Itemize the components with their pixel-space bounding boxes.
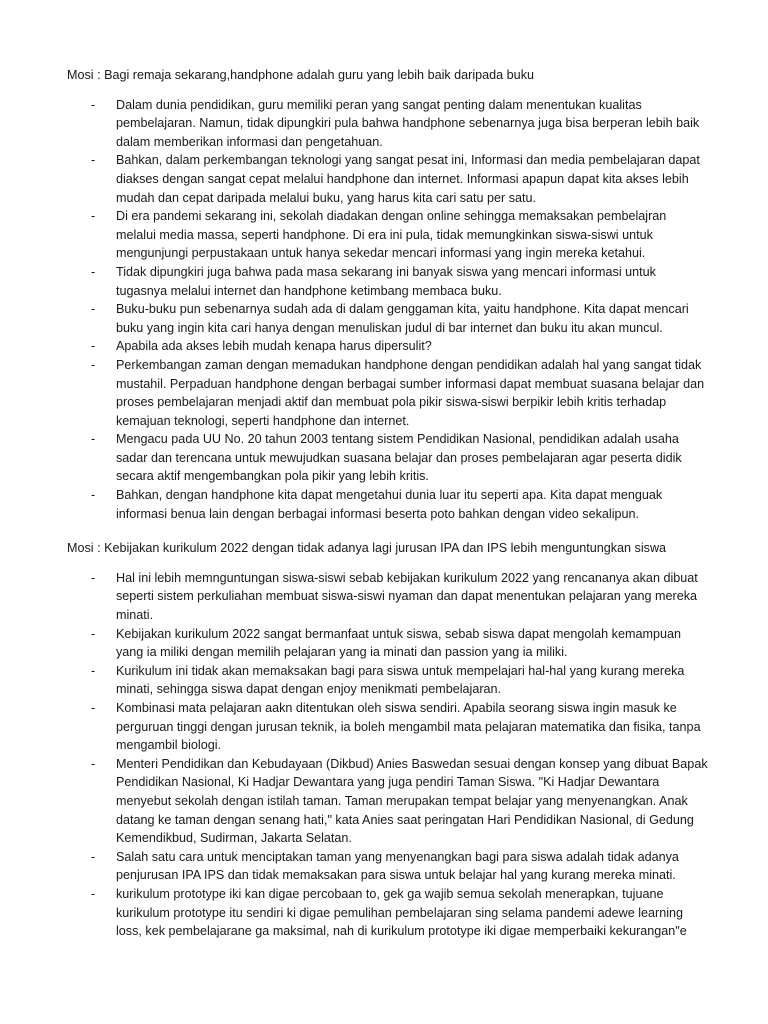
argument-list bbox=[67, 569, 708, 941]
list-item: - Mengacu pada UU No. 20 tahun 2003 tentang sistem Pendidikan Nasional, pendidikan adalah usaha sadar dan terencana untuk mewujudkan suasana belajar dan proses pembelajaran agar peserta didik secara aktif mengembangkan pola pikir yang lebih kritis. bbox=[91, 432, 682, 484]
list-item: - Kombinasi mata pelajaran aakn ditentukan oleh siswa sendiri. Apabila seorang siswa ingin masuk ke perguruan tinggi dengan jurusan teknik, ia boleh mengambil mata pelajaran matematika dan fisika, tanpa mengambil biologi. bbox=[91, 701, 701, 753]
dash-bullet: - bbox=[91, 97, 96, 112]
dash-bullet: - bbox=[91, 663, 96, 678]
dash-bullet: - bbox=[91, 264, 96, 279]
dash-bullet: - bbox=[91, 209, 96, 224]
list-item: - Hal ini lebih memnguntungan siswa-siswi sebab kebijakan kurikulum 2022 yang rencananya akan dibuat seperti sistem perkuliahan membuat siswa-siswi nyaman dan dapat menentukan pelajaran yang mereka minati. bbox=[91, 570, 698, 623]
list-item: - Bahkan, dalam perkembangan teknologi yang sangat pesat ini, Informasi dan media pembelajaran dapat diakses dengan sangat cepat melalui handphone dan internet. Informasi apapun dapat kita akses lebih mudah dan cepat daripada melalui buku, yang harus kita cari satu per satu. bbox=[91, 153, 700, 205]
dash-bullet: - bbox=[91, 357, 96, 372]
list-item: - kurikulum prototype iki kan digae percobaan to, gek ga wajib semua sekolah menerapkan, tujuane kurikulum prototype itu sendiri ki digae pemulihan pembelajaran sing selama pandemi adewe learning loss, kek pembelajarane ga maksimal, nah di kurikulum prototype iki digae memperbaiki kekurangan"e bbox=[91, 886, 687, 939]
dash-bullet: - bbox=[91, 339, 96, 354]
list-item: - Dalam dunia pendidikan, guru memiliki peran yang sangat penting dalam menentukan kualitas pembelajaran. Namun, tidak dipungkiri pula bahwa handphone sebenarnya juga bisa berperan lebih baik dalam memberikan informasi dan pengetahuan. bbox=[91, 97, 700, 149]
list-item: - Di era pandemi sekarang ini, sekolah diadakan dengan online sehingga memaksakan pembelajran melalui media massa, seperti handphone. Di era ini pula, tidak memungkinkan siswa-siswi untuk mengunjungi perpustakaan untuk hanya sekedar mencari informasi yang ingin mereka ketahui. bbox=[91, 209, 667, 261]
list-item: - Tidak dipungkiri juga bahwa pada masa sekarang ini banyak siswa yang mencari informasi untuk tugasnya melalui internet dan handphone ketimbang membaca buku. bbox=[91, 264, 656, 298]
motion-title: Mosi : Bagi remaja sekarang,handphone adalah guru yang lebih baik daripada buku bbox=[67, 68, 534, 82]
dash-bullet: - bbox=[91, 570, 96, 585]
list-item: - Apabila ada akses lebih mudah kenapa harus dipersulit? bbox=[67, 337, 708, 356]
dash-bullet: - bbox=[91, 488, 96, 503]
dash-bullet: - bbox=[91, 886, 96, 901]
dash-bullet: - bbox=[91, 153, 96, 168]
list-item: - Menteri Pendidikan dan Kebudayaan (Dikbud) Anies Baswedan sesuai dengan konsep yang dibuat Bapak Pendidikan Nasional, Ki Hadjar Dewantara yang juga pendiri Taman Siswa. "Ki Hadjar Dewantara menyebut sekolah dengan istilah taman. Taman merupakan tempat belajar yang menyenangkan. Anak datang ke taman dengan senang hati," kata Anies saat peringatan Hari Pendidikan Nasional, di Gedung Kemendikbud, Sudirman, Jakarta Selatan. bbox=[91, 756, 708, 846]
list-item: - Kurikulum ini tidak akan memaksakan bagi para siswa untuk mempelajari hal-hal yang kurang mereka minati, sehingga siswa dapat dengan enjoy menikmati pembelajaran. bbox=[91, 663, 685, 697]
dash-bullet: - bbox=[91, 756, 96, 771]
motion-section-1 bbox=[67, 66, 708, 523]
argument-list bbox=[67, 96, 708, 524]
list-item: - Salah satu cara untuk menciptakan taman yang menyenangkan bagi para siswa adalah tidak adanya penjurusan IPA IPS dan tidak memaksakan para siswa untuk belajar hal yang kurang mereka minati. bbox=[91, 849, 679, 883]
list-item: - Kebijakan kurikulum 2022 sangat bermanfaat untuk siswa, sebab siswa dapat mengolah kemampuan yang ia miliki dengan memilih pelajaran yang ia minati dan passion yang ia miliki. bbox=[91, 626, 681, 660]
list-item: - Bahkan, dengan handphone kita dapat mengetahui dunia luar itu seperti apa. Kita dapat menguak informasi benua lain dengan berbagai informasi beserta poto bahkan dengan video sekalipun. bbox=[91, 488, 663, 521]
list-item: - Buku-buku pun sebenarnya sudah ada di dalam genggaman kita, yaitu handphone. Kita dapat mencari buku yang ingin kita cari hanya dengan menuliskan judul di bar internet dan buku itu akan muncul. bbox=[91, 302, 689, 335]
motion-title: Mosi : Kebijakan kurikulum 2022 dengan tidak adanya lagi jurusan IPA dan IPS lebih menguntungkan siswa bbox=[67, 541, 667, 556]
dash-bullet: - bbox=[91, 432, 96, 447]
dash-bullet: - bbox=[91, 849, 96, 864]
motion-section-2 bbox=[67, 539, 708, 940]
dash-bullet: - bbox=[91, 701, 96, 715]
dash-bullet: - bbox=[91, 626, 96, 641]
list-item: - Perkembangan zaman dengan memadukan handphone dengan pendidikan adalah hal yang sangat tidak mustahil. Perpaduan handphone dengan berbagai sumber informasi dapat membuat suasana belajar dan proses pembelajaran menjadi aktif dan membuat pola pikir siswa-siswi berpikir lebih kritis terhadap kemajuan teknologi, seperti handphone dan internet. bbox=[91, 357, 705, 428]
dash-bullet: - bbox=[91, 302, 96, 317]
